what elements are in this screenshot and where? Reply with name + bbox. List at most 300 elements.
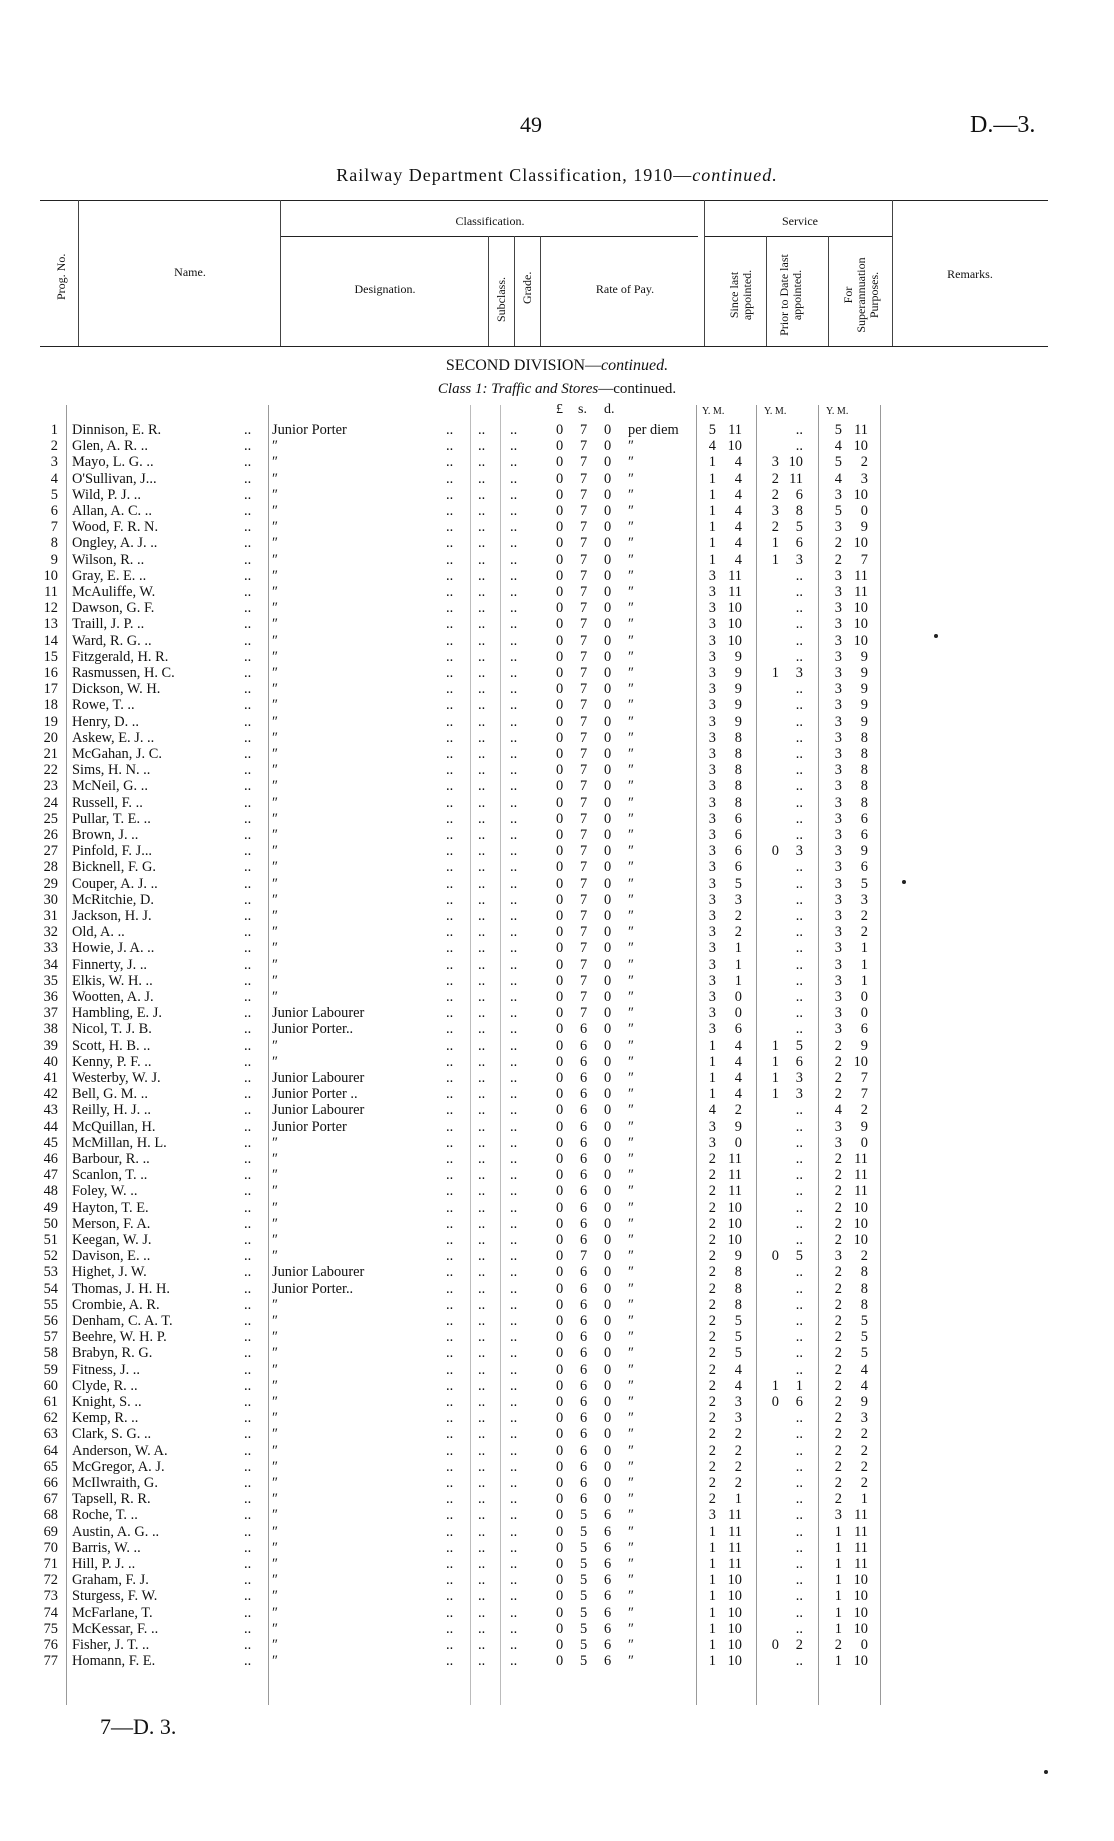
leader-dots: .. bbox=[446, 1199, 454, 1216]
leader-dots: .. bbox=[244, 1329, 252, 1346]
leader-dots: .. bbox=[510, 924, 518, 941]
pay-pounds: 0 bbox=[556, 1491, 564, 1508]
pay-shillings: 6 bbox=[580, 1280, 588, 1297]
pay-shillings: 6 bbox=[580, 1491, 588, 1508]
table-row bbox=[0, 1329, 1114, 1345]
leader-dots: .. bbox=[478, 567, 486, 584]
prior-months: .. bbox=[795, 875, 803, 892]
leader-dots: .. bbox=[446, 1442, 454, 1459]
pay-pounds: 0 bbox=[556, 1167, 564, 1184]
pay-period: ″ bbox=[628, 891, 634, 908]
designation: ″ bbox=[272, 924, 278, 941]
leader-dots: .. bbox=[510, 1118, 518, 1135]
designation: ″ bbox=[272, 648, 278, 665]
super-years: 2 bbox=[834, 1280, 842, 1297]
leader-dots: .. bbox=[446, 454, 454, 471]
since-last-months: 10 bbox=[727, 616, 742, 633]
employee-name: Allan, A. C. .. bbox=[72, 503, 152, 519]
super-years: 4 bbox=[834, 1102, 842, 1119]
pay-pounds: 0 bbox=[556, 1151, 564, 1167]
table-row bbox=[0, 568, 1114, 584]
since-last-years: 3 bbox=[708, 1005, 716, 1022]
super-months: 9 bbox=[860, 1037, 868, 1054]
leader-dots: .. bbox=[478, 1523, 486, 1540]
leader-dots: .. bbox=[244, 567, 252, 584]
employee-name: Brabyn, R. G. bbox=[72, 1345, 153, 1362]
since-last-months: 6 bbox=[734, 827, 742, 843]
leader-dots: .. bbox=[510, 1653, 518, 1670]
prior-months: .. bbox=[795, 438, 803, 455]
leader-dots: .. bbox=[244, 810, 252, 827]
since-last-years: 3 bbox=[708, 843, 716, 860]
designation: ″ bbox=[272, 762, 278, 779]
leader-dots: .. bbox=[478, 891, 486, 908]
designation: ″ bbox=[272, 665, 278, 681]
pay-pence: 0 bbox=[604, 1053, 612, 1070]
pay-pounds: 0 bbox=[556, 891, 564, 908]
pay-shillings: 7 bbox=[580, 438, 588, 455]
pay-shillings: 7 bbox=[580, 454, 588, 471]
employee-name: Clark, S. G. .. bbox=[72, 1426, 152, 1443]
leader-dots: .. bbox=[446, 1086, 454, 1103]
table-row bbox=[0, 616, 1114, 632]
since-last-years: 1 bbox=[708, 1053, 716, 1070]
super-years: 3 bbox=[834, 1118, 842, 1135]
header-bottom-rule bbox=[40, 346, 1048, 347]
pay-pounds: 0 bbox=[556, 1507, 564, 1524]
designation: ″ bbox=[272, 713, 278, 730]
table-row bbox=[0, 1232, 1114, 1248]
designation: ″ bbox=[272, 1620, 278, 1637]
service-rule bbox=[704, 236, 892, 237]
prog-number: 13 bbox=[43, 616, 58, 633]
since-last-years: 3 bbox=[708, 956, 716, 973]
pay-pence: 0 bbox=[604, 1070, 612, 1086]
leader-dots: .. bbox=[446, 600, 454, 617]
since-last-months: 1 bbox=[734, 972, 742, 989]
header-subclass: Subclass. bbox=[494, 277, 508, 322]
leader-dots: .. bbox=[510, 762, 518, 779]
pay-pence: 6 bbox=[604, 1604, 612, 1621]
pay-shillings: 6 bbox=[580, 1183, 588, 1200]
super-months: 11 bbox=[854, 1151, 868, 1167]
super-months: 10 bbox=[853, 1653, 868, 1670]
since-last-months: 9 bbox=[734, 665, 742, 681]
leader-dots: .. bbox=[244, 1005, 252, 1022]
prior-months: .. bbox=[795, 1118, 803, 1135]
prog-number: 67 bbox=[43, 1491, 58, 1508]
pay-period: ″ bbox=[628, 843, 634, 860]
designation: ″ bbox=[272, 519, 278, 536]
super-months: 5 bbox=[860, 1345, 868, 1362]
designation: ″ bbox=[272, 1507, 278, 1524]
leader-dots: .. bbox=[510, 486, 518, 503]
since-last-months: 9 bbox=[734, 1118, 742, 1135]
pay-pence: 0 bbox=[604, 681, 612, 698]
leader-dots: .. bbox=[478, 584, 486, 600]
pay-pence: 6 bbox=[604, 1572, 612, 1589]
leader-dots: .. bbox=[244, 1588, 252, 1605]
employee-name: Ongley, A. J. .. bbox=[72, 535, 158, 552]
since-last-years: 2 bbox=[708, 1491, 716, 1508]
employee-name: Askew, E. J. .. bbox=[72, 729, 155, 746]
since-last-months: 2 bbox=[734, 924, 742, 941]
employee-name: Graham, F. J. bbox=[72, 1572, 149, 1589]
pay-pounds: 0 bbox=[556, 665, 564, 681]
header-top-rule bbox=[40, 200, 1048, 201]
super-years: 3 bbox=[834, 1507, 842, 1524]
employee-name: Ward, R. G. .. bbox=[72, 632, 152, 649]
prior-months: .. bbox=[795, 1604, 803, 1621]
prior-months: .. bbox=[795, 940, 803, 957]
prog-number: 8 bbox=[50, 535, 58, 552]
pay-pence: 0 bbox=[604, 1183, 612, 1200]
pay-period: ″ bbox=[628, 519, 634, 536]
pay-pounds: 0 bbox=[556, 810, 564, 827]
super-months: 9 bbox=[860, 1394, 868, 1410]
super-years: 2 bbox=[834, 1296, 842, 1313]
super-months: 4 bbox=[860, 1361, 868, 1378]
since-last-years: 3 bbox=[708, 1134, 716, 1151]
leader-dots: .. bbox=[478, 1491, 486, 1508]
pay-pounds: 0 bbox=[556, 1296, 564, 1313]
leader-dots: .. bbox=[244, 1199, 252, 1216]
leader-dots: .. bbox=[478, 1475, 486, 1491]
table-row bbox=[0, 940, 1114, 956]
pay-period: ″ bbox=[628, 438, 634, 455]
since-last-years: 2 bbox=[708, 1151, 716, 1167]
leader-dots: .. bbox=[446, 729, 454, 746]
leader-dots: .. bbox=[244, 1442, 252, 1459]
designation: ″ bbox=[272, 746, 278, 762]
designation: ″ bbox=[272, 843, 278, 860]
super-years: 5 bbox=[834, 454, 842, 471]
table-row bbox=[0, 1524, 1114, 1540]
leader-dots: .. bbox=[244, 1280, 252, 1297]
designation: Junior Porter bbox=[272, 1118, 347, 1135]
leader-dots: .. bbox=[478, 697, 486, 714]
since-last-years: 2 bbox=[708, 1167, 716, 1184]
designation: ″ bbox=[272, 875, 278, 892]
table-row bbox=[0, 762, 1114, 778]
since-last-years: 1 bbox=[708, 1572, 716, 1589]
leader-dots: .. bbox=[510, 1199, 518, 1216]
pay-period: ″ bbox=[628, 778, 634, 795]
super-months: 8 bbox=[860, 1280, 868, 1297]
prior-months: .. bbox=[795, 1572, 803, 1589]
prior-months: .. bbox=[795, 1475, 803, 1491]
pay-shillings: 7 bbox=[580, 503, 588, 519]
pay-pounds: 0 bbox=[556, 956, 564, 973]
prog-number: 12 bbox=[43, 600, 58, 617]
leader-dots: .. bbox=[244, 438, 252, 455]
pay-pence: 6 bbox=[604, 1653, 612, 1670]
since-last-months: 4 bbox=[734, 1361, 742, 1378]
pay-period: ″ bbox=[628, 648, 634, 665]
leader-dots: .. bbox=[478, 486, 486, 503]
since-last-months: 10 bbox=[727, 1620, 742, 1637]
pay-period: ″ bbox=[628, 875, 634, 892]
pay-pence: 0 bbox=[604, 1215, 612, 1232]
designation: ″ bbox=[272, 778, 278, 795]
leader-dots: .. bbox=[244, 616, 252, 633]
prog-number: 7 bbox=[50, 519, 58, 536]
leader-dots: .. bbox=[478, 746, 486, 762]
pay-period: ″ bbox=[628, 1280, 634, 1297]
table-row bbox=[0, 1637, 1114, 1653]
pay-pence: 0 bbox=[604, 1313, 612, 1329]
leader-dots: .. bbox=[446, 1053, 454, 1070]
leader-dots: .. bbox=[510, 1394, 518, 1410]
leader-dots: .. bbox=[478, 989, 486, 1005]
pay-pence: 0 bbox=[604, 584, 612, 600]
leader-dots: .. bbox=[244, 1523, 252, 1540]
prog-number: 10 bbox=[43, 567, 58, 584]
super-years: 2 bbox=[834, 1086, 842, 1103]
super-years: 3 bbox=[834, 989, 842, 1005]
employee-name: Austin, A. G. .. bbox=[72, 1523, 160, 1540]
leader-dots: .. bbox=[478, 1637, 486, 1653]
pay-pounds: 0 bbox=[556, 859, 564, 876]
super-months: 0 bbox=[860, 1637, 868, 1653]
leader-dots: .. bbox=[244, 729, 252, 746]
leader-dots: .. bbox=[478, 1426, 486, 1443]
designation: ″ bbox=[272, 1361, 278, 1378]
since-last-years: 2 bbox=[708, 1248, 716, 1265]
footer-signature: 7—D. 3. bbox=[100, 1714, 177, 1739]
pay-pounds: 0 bbox=[556, 454, 564, 471]
header-since-last: Since last appointed. bbox=[727, 269, 754, 321]
prior-months: 5 bbox=[795, 519, 803, 536]
prog-number: 26 bbox=[43, 827, 58, 843]
super-months: 10 bbox=[853, 1588, 868, 1605]
leader-dots: .. bbox=[446, 1426, 454, 1443]
leader-dots: .. bbox=[478, 956, 486, 973]
pay-shillings: 7 bbox=[580, 665, 588, 681]
leader-dots: .. bbox=[510, 956, 518, 973]
since-last-years: 3 bbox=[708, 810, 716, 827]
unit-ym-since: Y. M. bbox=[702, 406, 725, 417]
pay-shillings: 7 bbox=[580, 989, 588, 1005]
table-row bbox=[0, 697, 1114, 713]
table-row bbox=[0, 1021, 1114, 1037]
pay-shillings: 7 bbox=[580, 762, 588, 779]
leader-dots: .. bbox=[446, 843, 454, 860]
leader-dots: .. bbox=[446, 551, 454, 568]
pay-period: ″ bbox=[628, 1070, 634, 1086]
pay-pounds: 0 bbox=[556, 1053, 564, 1070]
super-years: 1 bbox=[834, 1604, 842, 1621]
employee-name: Old, A. .. bbox=[72, 924, 125, 941]
employee-name: Highet, J. W. bbox=[72, 1264, 147, 1281]
leader-dots: .. bbox=[478, 875, 486, 892]
table-row bbox=[0, 1459, 1114, 1475]
table-row bbox=[0, 649, 1114, 665]
prog-number: 76 bbox=[43, 1637, 58, 1653]
pay-pounds: 0 bbox=[556, 486, 564, 503]
table-row bbox=[0, 1394, 1114, 1410]
super-years: 2 bbox=[834, 1394, 842, 1410]
prior-months: .. bbox=[795, 956, 803, 973]
header-col-divider bbox=[892, 200, 893, 346]
pay-period: ″ bbox=[628, 1248, 634, 1265]
leader-dots: .. bbox=[510, 794, 518, 811]
super-months: 2 bbox=[860, 924, 868, 941]
table-row bbox=[0, 778, 1114, 794]
pay-pence: 0 bbox=[604, 1410, 612, 1427]
leader-dots: .. bbox=[478, 713, 486, 730]
leader-dots: .. bbox=[510, 551, 518, 568]
table-row bbox=[0, 1248, 1114, 1264]
table-row bbox=[0, 1070, 1114, 1086]
leader-dots: .. bbox=[446, 1037, 454, 1054]
super-months: 6 bbox=[860, 827, 868, 843]
leader-dots: .. bbox=[510, 972, 518, 989]
since-last-years: 2 bbox=[708, 1442, 716, 1459]
prog-number: 46 bbox=[43, 1151, 58, 1167]
table-row bbox=[0, 1507, 1114, 1523]
table-row bbox=[0, 1653, 1114, 1669]
super-years: 3 bbox=[834, 713, 842, 730]
unit-pound: £ bbox=[556, 402, 563, 417]
super-months: 10 bbox=[853, 535, 868, 552]
prior-months: .. bbox=[795, 762, 803, 779]
super-months: 11 bbox=[854, 1556, 868, 1572]
leader-dots: .. bbox=[244, 1232, 252, 1248]
pay-shillings: 6 bbox=[580, 1118, 588, 1135]
super-years: 1 bbox=[834, 1572, 842, 1589]
since-last-months: 3 bbox=[734, 1410, 742, 1427]
since-last-years: 3 bbox=[708, 924, 716, 941]
since-last-months: 11 bbox=[728, 422, 742, 438]
super-years: 2 bbox=[834, 1232, 842, 1248]
prior-months: 3 bbox=[795, 1070, 803, 1086]
leader-dots: .. bbox=[446, 956, 454, 973]
leader-dots: .. bbox=[478, 648, 486, 665]
leader-dots: .. bbox=[244, 827, 252, 843]
leader-dots: .. bbox=[478, 470, 486, 487]
prior-months: 6 bbox=[795, 486, 803, 503]
pay-period: ″ bbox=[628, 1313, 634, 1329]
since-last-months: 11 bbox=[728, 567, 742, 584]
super-years: 2 bbox=[834, 1264, 842, 1281]
header-grade: Grade. bbox=[520, 271, 534, 304]
leader-dots: .. bbox=[446, 1151, 454, 1167]
leader-dots: .. bbox=[510, 1329, 518, 1346]
pay-shillings: 6 bbox=[580, 1021, 588, 1038]
prog-number: 70 bbox=[43, 1539, 58, 1556]
super-months: 9 bbox=[860, 843, 868, 860]
since-last-months: 8 bbox=[734, 746, 742, 762]
pay-period: ″ bbox=[628, 1215, 634, 1232]
pay-pounds: 0 bbox=[556, 1102, 564, 1119]
pay-period: ″ bbox=[628, 470, 634, 487]
employee-name: McNeil, G. .. bbox=[72, 778, 148, 795]
super-months: 6 bbox=[860, 859, 868, 876]
designation: ″ bbox=[272, 940, 278, 957]
pay-period: ″ bbox=[628, 1037, 634, 1054]
table-row bbox=[0, 1362, 1114, 1378]
prog-number: 64 bbox=[43, 1442, 58, 1459]
leader-dots: .. bbox=[446, 778, 454, 795]
pay-shillings: 7 bbox=[580, 422, 588, 438]
employee-name: Dawson, G. F. bbox=[72, 600, 155, 617]
leader-dots: .. bbox=[446, 1637, 454, 1653]
leader-dots: .. bbox=[478, 535, 486, 552]
pay-pence: 0 bbox=[604, 616, 612, 633]
prior-years: 2 bbox=[771, 519, 779, 536]
designation: ″ bbox=[272, 1604, 278, 1621]
designation: ″ bbox=[272, 1199, 278, 1216]
since-last-years: 2 bbox=[708, 1410, 716, 1427]
pay-period: ″ bbox=[628, 1507, 634, 1524]
prior-months: .. bbox=[795, 1296, 803, 1313]
pay-shillings: 6 bbox=[580, 1215, 588, 1232]
pay-pounds: 0 bbox=[556, 470, 564, 487]
designation: ″ bbox=[272, 891, 278, 908]
super-years: 2 bbox=[834, 1442, 842, 1459]
super-years: 3 bbox=[834, 697, 842, 714]
pay-pounds: 0 bbox=[556, 1280, 564, 1297]
leader-dots: .. bbox=[446, 1232, 454, 1248]
pay-pounds: 0 bbox=[556, 422, 564, 438]
table-row bbox=[0, 859, 1114, 875]
employee-name: Elkis, W. H. .. bbox=[72, 972, 153, 989]
pay-pounds: 0 bbox=[556, 438, 564, 455]
prog-number: 52 bbox=[43, 1248, 58, 1265]
leader-dots: .. bbox=[244, 486, 252, 503]
prior-months: .. bbox=[795, 1410, 803, 1427]
header-col-divider bbox=[540, 236, 541, 346]
unit-ym-prior: Y. M. bbox=[764, 406, 787, 417]
since-last-months: 10 bbox=[727, 438, 742, 455]
pay-pounds: 0 bbox=[556, 648, 564, 665]
pay-pence: 0 bbox=[604, 503, 612, 519]
leader-dots: .. bbox=[478, 422, 486, 438]
prog-number: 37 bbox=[43, 1005, 58, 1022]
leader-dots: .. bbox=[446, 486, 454, 503]
leader-dots: .. bbox=[478, 1021, 486, 1038]
since-last-years: 1 bbox=[708, 1653, 716, 1670]
super-years: 3 bbox=[834, 924, 842, 941]
prior-months: .. bbox=[795, 746, 803, 762]
leader-dots: .. bbox=[478, 616, 486, 633]
prior-months: .. bbox=[795, 810, 803, 827]
leader-dots: .. bbox=[510, 940, 518, 957]
super-months: 8 bbox=[860, 729, 868, 746]
designation: ″ bbox=[272, 1394, 278, 1410]
leader-dots: .. bbox=[510, 1377, 518, 1394]
prior-months: 6 bbox=[795, 535, 803, 552]
class-suffix: —continued. bbox=[598, 381, 677, 397]
leader-dots: .. bbox=[446, 746, 454, 762]
leader-dots: .. bbox=[244, 1296, 252, 1313]
super-months: 1 bbox=[860, 956, 868, 973]
leader-dots: .. bbox=[510, 1361, 518, 1378]
since-last-years: 2 bbox=[708, 1280, 716, 1297]
pay-pounds: 0 bbox=[556, 584, 564, 600]
leader-dots: .. bbox=[478, 1507, 486, 1524]
super-years: 3 bbox=[834, 762, 842, 779]
table-row bbox=[0, 957, 1114, 973]
prior-months: 3 bbox=[795, 665, 803, 681]
prog-number: 32 bbox=[43, 924, 58, 941]
prog-number: 27 bbox=[43, 843, 58, 860]
pay-pence: 0 bbox=[604, 535, 612, 552]
prior-months: .. bbox=[795, 1345, 803, 1362]
prog-number: 15 bbox=[43, 648, 58, 665]
super-months: 10 bbox=[853, 1232, 868, 1248]
